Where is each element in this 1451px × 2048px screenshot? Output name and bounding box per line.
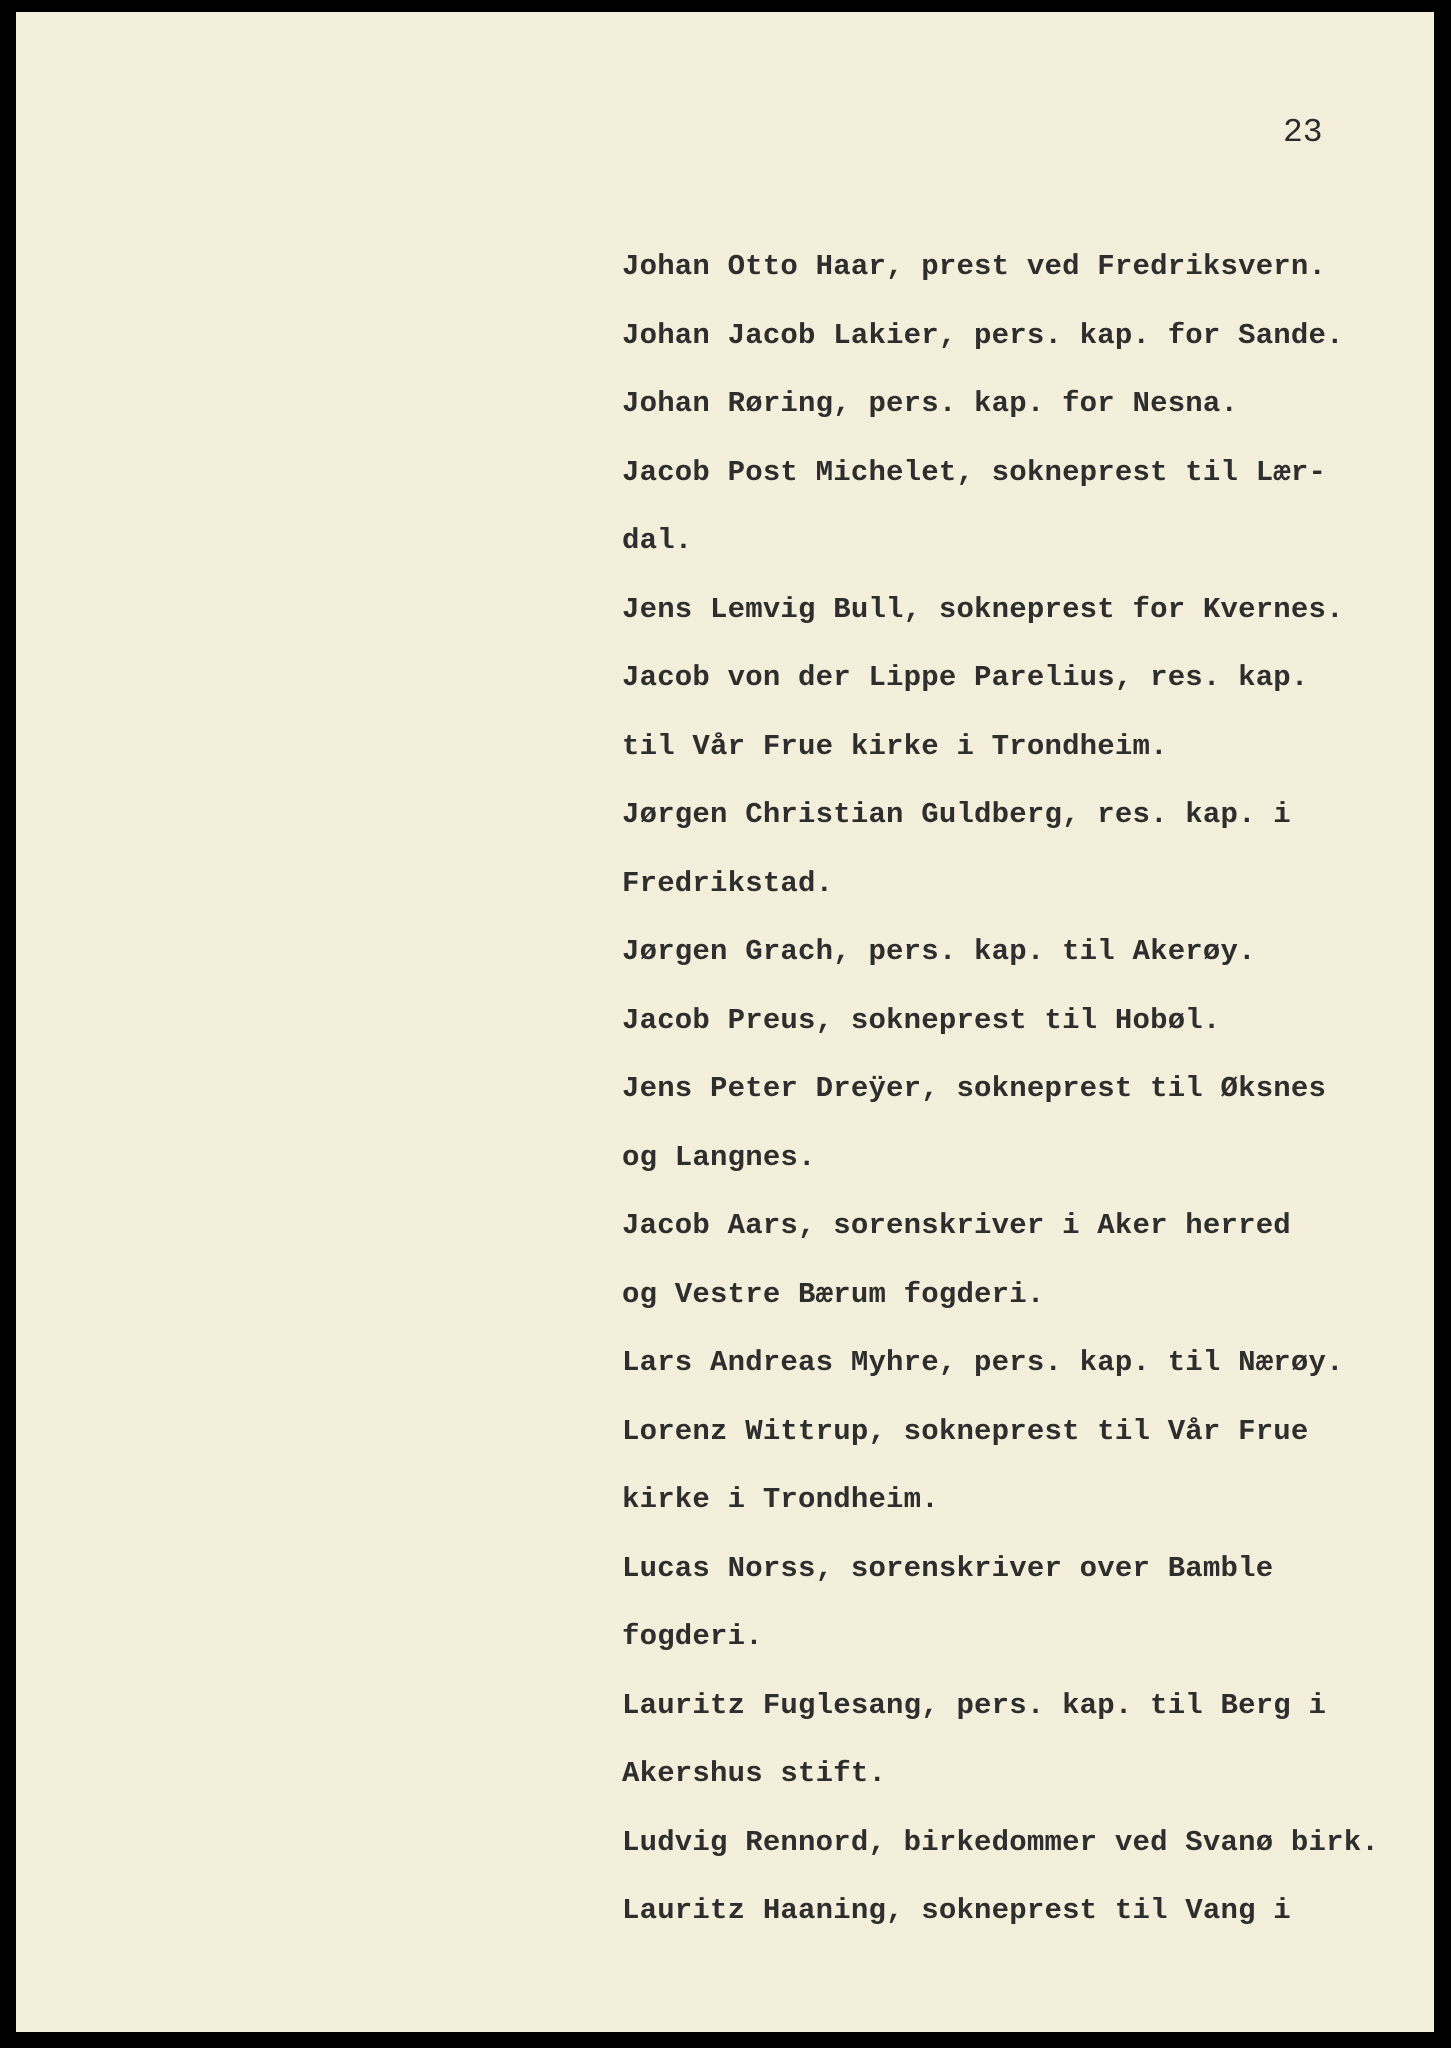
- entry-line: fogderi.: [622, 1620, 763, 1653]
- page-number: 23: [1283, 114, 1323, 151]
- entry-line: Jens Peter Dreÿer, sokneprest til Øksnes: [622, 1072, 1327, 1105]
- entry: [622, 1877, 1422, 1946]
- entry-line: Jørgen Grach, pers. kap. til Akerøy.: [622, 935, 1256, 968]
- entry-line: Jørgen Christian Guldberg, res. kap. i: [622, 798, 1291, 831]
- entry: [622, 1055, 1422, 1192]
- entry-line: Jacob von der Lippe Parelius, res. kap.: [622, 661, 1309, 694]
- entry: [622, 1535, 1422, 1672]
- entry: [622, 781, 1422, 918]
- entry-line: dal.: [622, 524, 693, 557]
- entry-line: Ludvig Rennord, birkedommer ved Svanø birk.: [622, 1825, 1379, 1859]
- entry-line: Fredrikstad.: [622, 866, 834, 900]
- entry-line: kirke i Trondheim.: [622, 1483, 939, 1516]
- entry-line: Johan Jacob Lakier, pers. kap. for Sande.: [622, 318, 1344, 352]
- entry: [622, 987, 1422, 1056]
- entry: [622, 1329, 1422, 1398]
- entry-list: [622, 233, 1422, 1946]
- entry-line: Johan Otto Haar, prest ved Fredriksvern.: [622, 250, 1327, 283]
- document-page: [16, 12, 1434, 2032]
- entry-line: Lucas Norss, sorenskriver over Bamble: [622, 1551, 1274, 1585]
- entry: [622, 233, 1422, 302]
- entry-line: Lauritz Fuglesang, pers. kap. til Berg i: [622, 1688, 1327, 1722]
- entry: [622, 918, 1422, 987]
- entry-line: Jacob Preus, sokneprest til Hobøl.: [622, 1003, 1221, 1037]
- entry-line: og Vestre Bærum fogderi.: [622, 1277, 1045, 1311]
- entry: [622, 644, 1422, 781]
- entry: [622, 439, 1422, 576]
- entry: [622, 1192, 1422, 1329]
- entry-line: Jens Lemvig Bull, sokneprest for Kvernes.: [622, 592, 1344, 626]
- entry: [622, 302, 1422, 371]
- entry-line: Johan Røring, pers. kap. for Nesna.: [622, 387, 1239, 420]
- entry-line: Jacob Aars, sorenskriver i Aker herred: [622, 1209, 1291, 1242]
- entry: [622, 1809, 1422, 1878]
- entry-line: til Vår Frue kirke i Trondheim.: [622, 729, 1168, 763]
- entry: [622, 370, 1422, 439]
- entry-line: Akershus stift.: [622, 1757, 887, 1790]
- entry: [622, 1672, 1422, 1809]
- entry-line: og Langnes.: [622, 1140, 816, 1174]
- entry-line: Lorenz Wittrup, sokneprest til Vår Frue: [622, 1414, 1309, 1448]
- entry-line: Lars Andreas Myhre, pers. kap. til Nærøy.: [622, 1346, 1344, 1379]
- entry-line: Jacob Post Michelet, sokneprest til Lær-: [622, 455, 1327, 489]
- entry: [622, 1398, 1422, 1535]
- entry-line: Lauritz Haaning, sokneprest til Vang i: [622, 1894, 1291, 1927]
- entry: [622, 576, 1422, 645]
